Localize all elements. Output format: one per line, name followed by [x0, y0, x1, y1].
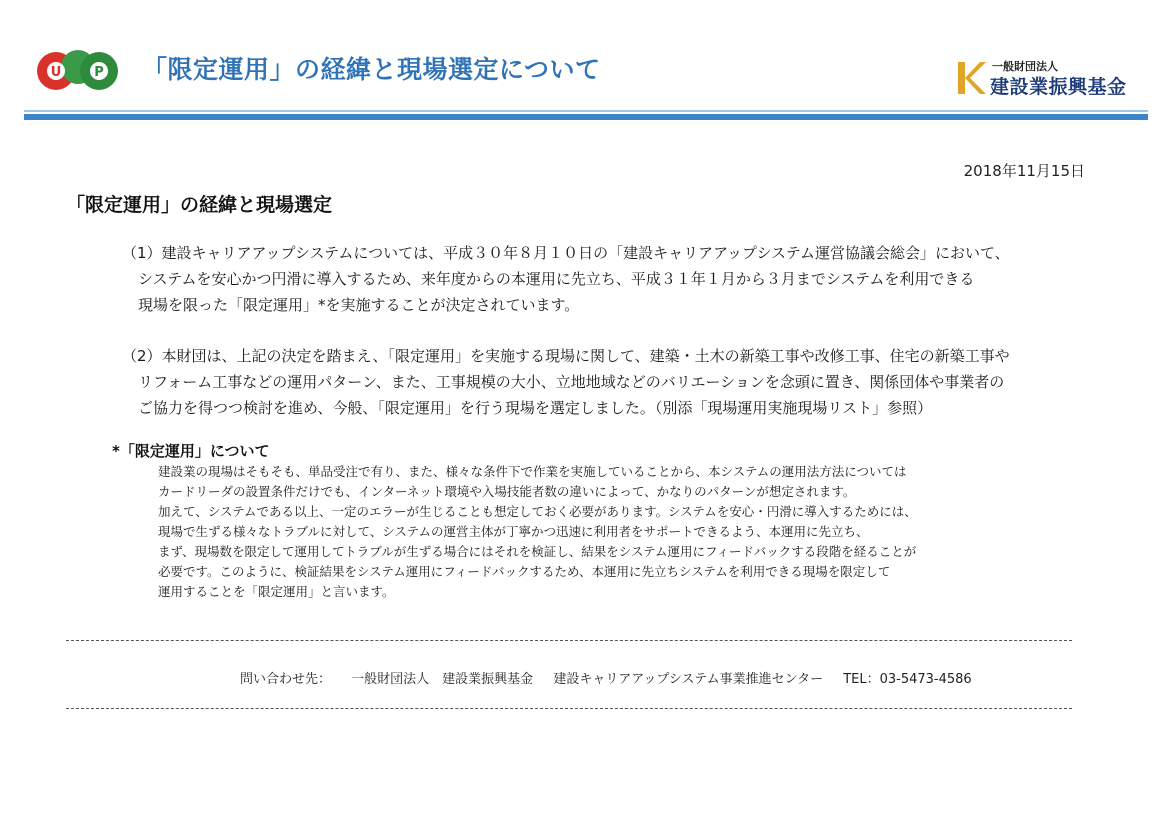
ucp-logo-u: U	[50, 65, 62, 80]
divider-top	[66, 640, 1072, 641]
header	[0, 0, 1169, 125]
paragraph-2	[122, 343, 1010, 421]
contact-center: 建設キャリアアップシステム事業推進センター	[553, 672, 824, 687]
section-title: 「限定運用」の経緯と現場選定	[66, 194, 333, 216]
contact-label: 問い合わせ先：	[240, 672, 332, 687]
paragraph-1	[122, 240, 1010, 318]
note-line: 加えて、システムである以上、一定のエラーが生じることも想定しておく必要があります。システムを安心・円滑に導入するためには、	[158, 504, 917, 519]
paragraph-line: （1）建設キャリアアップシステムについては、平成３０年８月１０日の「建設キャリアアップシステム運営協議会総会」において、	[122, 244, 1010, 262]
paragraph-line: （2）本財団は、上記の決定を踏まえ、「限定運用」を実施する現場に関して、建築・土木の新築工事や改修工事、住宅の新築工事や	[122, 347, 1010, 365]
note-title: *「限定運用」について	[112, 442, 270, 460]
org-logo-name: 建設業振興基金	[990, 76, 1127, 98]
ucp-logo-p: P	[94, 65, 104, 80]
note-body	[158, 462, 917, 602]
paragraph-line: 現場を限った「限定運用」*を実施することが決定されています。	[138, 296, 580, 314]
document-date: 2018年11月15日	[963, 162, 1085, 180]
org-k-mark-icon	[956, 58, 986, 98]
paragraph-line: ご協力を得つつ検討を進め、今般、「限定運用」を行う現場を選定しました。（別添「現場運用実施現場リスト」参照）	[138, 399, 933, 417]
header-rule	[24, 114, 1148, 120]
paragraph-line: リフォーム工事などの運用パターン、また、工事規模の大小、立地地域などのバリエーションを念頭に置き、関係団体や事業者の	[138, 373, 1005, 391]
org-logo	[956, 58, 1136, 102]
contact-tel: TEL：03-5473-4586	[843, 672, 972, 687]
paragraph-line: システムを安心かつ円滑に導入するため、来年度からの本運用に先立ち、平成３１年１月から３月までシステムを利用できる	[138, 270, 975, 288]
page-title: 「限定運用」の経緯と現場選定について	[142, 55, 601, 84]
note-line: まず、現場数を限定して運用してトラブルが生ずる場合にはそれを検証し、結果をシステム運用にフィードバックする段階を経ることが	[158, 544, 917, 559]
contact-org: 一般財団法人 建設業振興基金	[351, 672, 534, 687]
note-line: 必要です。このように、検証結果をシステム運用にフィードバックするため、本運用に先立ちシステムを利用できる現場を限定して	[158, 564, 891, 579]
note-line: カードリーダの設置条件だけでも、インターネット環境や入場技能者数の違いによって、かなりのパターンが想定されます。	[158, 484, 856, 499]
note-line: 現場で生ずる様々なトラブルに対して、システムの運営主体が丁寧かつ迅速に利用者をサポートできるよう、本運用に先立ち、	[158, 524, 869, 539]
note-line: 建設業の現場はそもそも、単品受注で有り、また、様々な条件下で作業を実施していることから、本システムの運用法方法については	[158, 464, 907, 479]
contact-info	[240, 668, 986, 687]
ucp-logo-c: C	[77, 97, 79, 98]
note-line: 運用することを「限定運用」と言います。	[158, 584, 395, 599]
org-mark-letter: K	[970, 86, 972, 87]
divider-bottom	[66, 708, 1072, 709]
org-logo-sub: 一般財団法人	[992, 60, 1058, 73]
ucp-logo	[36, 40, 120, 102]
header-rule-thin	[24, 110, 1148, 112]
